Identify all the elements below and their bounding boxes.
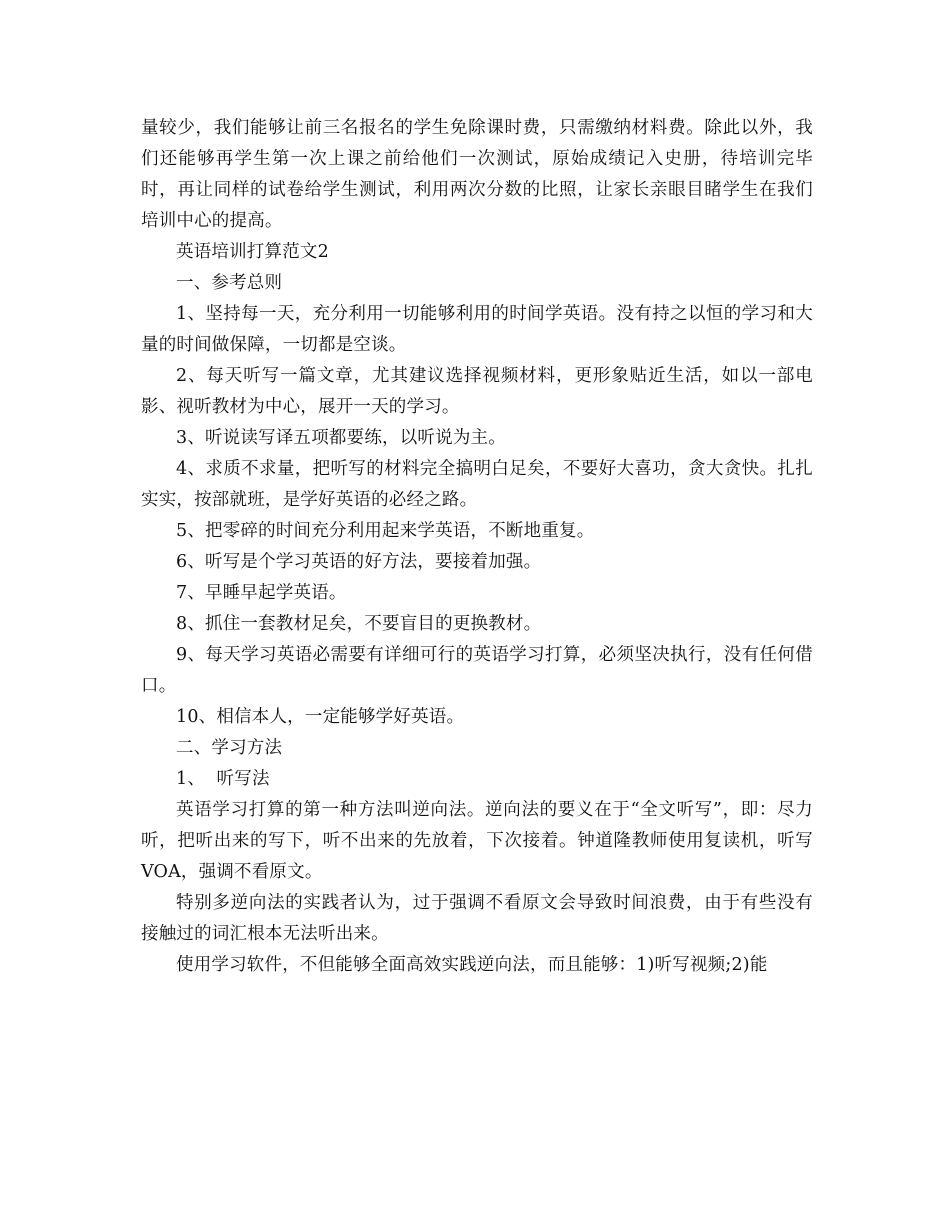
- list-item: 6、听写是个学习英语的好方法，要接着加强。: [176, 552, 542, 572]
- list-item: 1、坚持每一天，充分利用一切能够利用的时间学英语。没有持之以恒的学习和大量的时间做保障，一切都是空谈。: [141, 304, 813, 355]
- paragraph: 特别多逆向法的实践者认为，过于强调不看原文会导致时间浪费，由于有些没有接触过的词汇根本无法听出来。: [141, 893, 813, 944]
- document-body: [141, 113, 813, 981]
- section-title: 英语培训打算范文2: [176, 242, 329, 262]
- section-heading: 一、参考总则: [176, 273, 283, 293]
- list-item: 3、听说读写译五项都要练，以听说为主。: [176, 428, 506, 448]
- list-item: 2、每天听写一篇文章，尤其建议选择视频材料，更形象贴近生活，如以一部电影、视听教材为中心，展开一天的学习。: [141, 366, 813, 417]
- section-heading: 二、学习方法: [176, 738, 283, 758]
- list-item: 10、相信本人，一定能够学好英语。: [176, 707, 465, 727]
- list-item: 9、每天学习英语必需要有详细可行的英语学习打算，必须坚决执行，没有任何借口。: [141, 645, 813, 696]
- list-item: 8、抓住一套教材足矣，不要盲目的更换教材。: [176, 614, 542, 634]
- list-item: 4、求质不求量，把听写的材料完全搞明白足矣，不要好大喜功，贪大贪快。扎扎实实，按部就班，是学好英语的必经之路。: [141, 459, 813, 510]
- paragraph: 使用学习软件，不但能够全面高效实践逆向法，而且能够：1)听写视频;2)能: [176, 955, 768, 975]
- paragraph: 英语学习打算的第一种方法叫逆向法。逆向法的要义在于“全文听写”，即：尽力听，把听出来的写下，听不出来的先放着，下次接着。钟道隆教师使用复读机，听写VOA，强调不看原文。: [141, 800, 813, 882]
- list-item: 7、早睡早起学英语。: [176, 583, 347, 603]
- subsection-heading: 1、 听写法: [176, 769, 270, 789]
- list-item: 5、把零碎的时间充分利用起来学英语，不断地重复。: [176, 521, 595, 541]
- paragraph: 量较少，我们能够让前三名报名的学生免除课时费，只需缴纳材料费。除此以外，我们还能够再学生第一次上课之前给他们一次测试，原始成绩记入史册，待培训完毕时，再让同样的试卷给学生测试，利用两次分数的比照，让家长亲眼目睹学生在我们培训中心的提高。: [141, 118, 813, 231]
